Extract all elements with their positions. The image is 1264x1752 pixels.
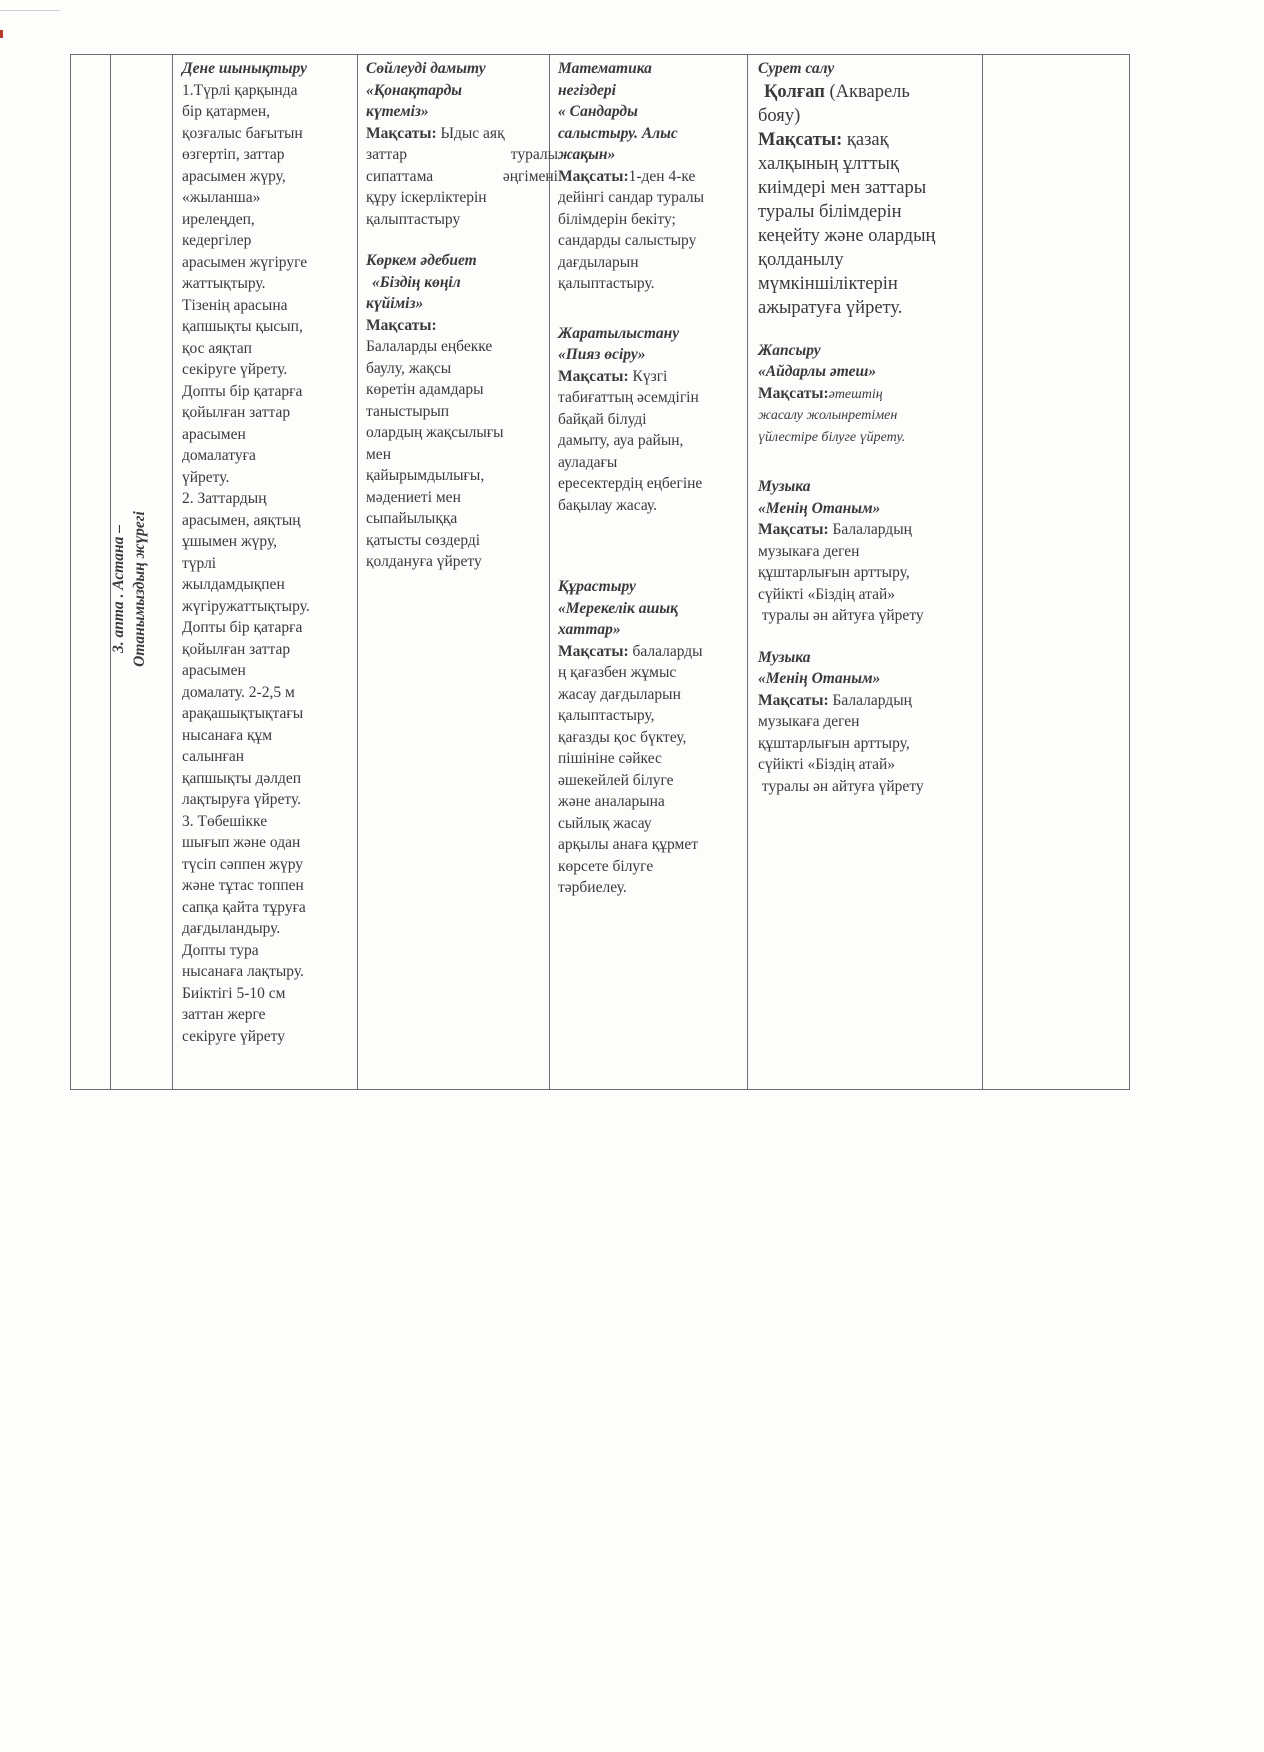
text-line: тәрбиелеу. <box>558 879 627 896</box>
topic-title: күтеміз» <box>366 103 429 120</box>
text-line: арасымен <box>182 425 246 443</box>
lesson-plan-table <box>70 54 1130 1090</box>
text-line: арақашықтықтағы <box>182 705 304 722</box>
text-line: құштарлығын арттыру, <box>758 734 910 752</box>
goal-text: қазақ <box>846 129 889 150</box>
text-line: және аналарына <box>558 793 665 810</box>
text-line: үйрету. <box>182 468 230 486</box>
text-line: мен <box>366 445 391 463</box>
text-line: жылдамдықпен <box>182 576 285 593</box>
art-music-cell <box>758 58 978 797</box>
text-line: қалыптастыру. <box>558 275 655 292</box>
text-line: сыйлық жасау <box>558 814 652 832</box>
goal-label: Мақсаты: <box>758 384 829 402</box>
text-line: сүйікті «Біздің атай» <box>758 756 896 773</box>
text-line: арқылы анаға құрмет <box>558 836 699 853</box>
text-line: қос аяқтап <box>182 339 252 357</box>
goal-line <box>558 641 758 663</box>
text-line: туралы ән айтуға үйрету <box>758 607 924 624</box>
goal-label: Мақсаты: <box>758 691 829 709</box>
topic-title: « Сандарды <box>558 103 638 120</box>
topic-title: «Мерекелік ашық <box>558 599 678 617</box>
text-line: қойылған заттар <box>182 640 291 658</box>
topic-title: күйіміз» <box>366 295 424 312</box>
text-line: сандарды салыстыру <box>558 232 697 249</box>
text-line: үйлестіре білуге үйрету. <box>758 429 906 445</box>
topic-title: «Айдарлы әтеш» <box>758 363 877 380</box>
goal-text: Күзгі <box>632 367 668 385</box>
text-line: және тұтас топпен <box>182 877 304 894</box>
text-line: қойылған заттар <box>182 404 291 421</box>
text-line: ирелеңдеп, <box>182 210 255 228</box>
goal-line <box>758 383 978 406</box>
text-line: өзгертіп, заттар <box>182 146 285 163</box>
subject-title: Сурет салу <box>758 60 835 77</box>
topic-title: «Менің Отаным» <box>758 499 881 517</box>
subject-title: Музыка <box>758 648 811 666</box>
goal-text: балаларды <box>632 642 703 660</box>
text-line: сапқа қайта тұруға <box>182 898 306 916</box>
subject-title: Жаратылыстану <box>558 324 680 342</box>
text-line: сипаттама әңгімені <box>366 167 558 185</box>
text-line: киімдері мен заттары <box>758 177 927 198</box>
topic-note: бояу) <box>758 105 801 126</box>
text-line: құштарлығын арттыру, <box>758 564 910 581</box>
subject-title: Сөйлеуді дамыту <box>366 60 486 77</box>
text-line: шығып және одан <box>182 834 301 851</box>
text-line: құру іскерліктерін <box>366 189 487 206</box>
subject-title: Математика <box>558 60 652 77</box>
text-line: көрсете білуге <box>558 857 654 875</box>
goal-label: Мақсаты: <box>366 124 437 142</box>
text-line: ажыратуға үйрету. <box>758 297 903 318</box>
goal-text: Балалардың <box>832 691 912 709</box>
subject-title: Дене шынықтыру <box>182 60 307 77</box>
text-line: сыпайылыққа <box>366 510 458 527</box>
speech-literature-cell <box>366 58 558 573</box>
text-line: арасымен <box>182 662 246 679</box>
physical-education-cell <box>182 58 342 1047</box>
text-line: қалыптастыру, <box>558 707 655 724</box>
text-line: ересектердің еңбегіне <box>558 475 703 492</box>
text-line: білімдерін бекіту; <box>558 210 676 228</box>
text-line: туралы білімдерін <box>758 201 902 222</box>
subject-title: Құрастыру <box>558 578 636 595</box>
goal-label: Мақсаты: <box>758 521 829 538</box>
text-line: қолданылу <box>758 249 844 270</box>
text-line: арасымен жүгіруге <box>182 253 308 271</box>
text-line: Допты тура <box>182 941 259 959</box>
topic-title: хаттар» <box>558 621 621 638</box>
topic-note: (Акварель <box>824 81 910 102</box>
text-line: мүмкіншіліктерін <box>758 273 898 294</box>
topic-title: «Пияз өсіру» <box>558 346 646 363</box>
goal-line <box>758 128 978 152</box>
goal-line <box>366 123 558 145</box>
goal-text: Балалардың <box>832 521 912 538</box>
text-line: музыкаға деген <box>758 713 860 730</box>
subject-title: негіздері <box>558 81 616 99</box>
text-line: көретін адамдары <box>366 381 484 398</box>
text-line: «жыланша» <box>182 189 261 206</box>
text-line: заттар туралы <box>366 146 558 163</box>
text-line: мәдениеті мен <box>366 488 461 506</box>
text-line: нысанаға лақтыру. <box>182 963 304 980</box>
topic-title: «Менің Отаным» <box>758 670 881 687</box>
text-line: ұшымен жүру, <box>182 533 278 550</box>
text-line: дамыту, ауа райын, <box>558 432 684 449</box>
text-line: музыкаға деген <box>758 542 860 560</box>
text-line: халқының ұлттық <box>758 153 899 174</box>
goal-label: Мақсаты: <box>758 129 843 150</box>
topic-title: салыстыру. Алыс <box>558 124 678 142</box>
text-line: туралы ән айтуға үйрету <box>758 777 924 795</box>
text-line: Балаларды еңбекке <box>366 338 493 355</box>
text-line: сүйікті «Біздің атай» <box>758 585 896 603</box>
topic-title: жақын» <box>558 146 616 163</box>
text-line: байқай білуді <box>558 410 647 428</box>
scan-edge-mark <box>0 30 3 38</box>
text-line: заттан жерге <box>182 1006 266 1023</box>
text-line: ң қағазбен жұмыс <box>558 664 677 681</box>
text-line: қалыптастыру <box>366 210 461 228</box>
goal-text: әтештің <box>828 386 883 402</box>
text-line: таныстырып <box>366 402 450 420</box>
goal-line <box>558 166 758 188</box>
text-line: дағдыландыру. <box>182 920 281 937</box>
goal-line <box>558 366 758 388</box>
text-line: домалатуға <box>182 447 256 464</box>
text-line: қатысты сөздерді <box>366 531 481 549</box>
text-line: Биіктігі 5-10 см <box>182 984 286 1002</box>
scan-edge-line <box>0 10 60 11</box>
goal-label: Мақсаты: <box>558 642 629 660</box>
goal-text: Ыдыс аяқ <box>440 124 505 142</box>
text-line: пішініне сәйкес <box>558 750 662 767</box>
text-line: қапшықты қысып, <box>182 318 303 335</box>
text-line: 3. Төбешікке <box>182 812 268 830</box>
text-line: әшекейлей білуге <box>558 771 674 789</box>
text-line: қайырымдылығы, <box>366 467 485 484</box>
topic-title: «Біздің көңіл <box>372 273 461 291</box>
text-line: жаттықтыру. <box>182 275 266 292</box>
week-label-line2: Отанымыздың жүрегі <box>131 511 148 667</box>
goal-line <box>758 690 978 712</box>
text-line: Допты бір қатарға <box>182 619 303 636</box>
text-line: жасау дағдыларын <box>558 685 681 703</box>
text-line: лақтыруға үйрету. <box>182 791 302 808</box>
text-line: қапшықты дәлдеп <box>182 769 302 787</box>
text-line: 2. Заттардың <box>182 490 267 507</box>
text-line: домалату. 2-2,5 м <box>182 683 295 701</box>
subject-title: Жапсыру <box>758 341 821 359</box>
text-line: Допты бір қатарға <box>182 382 303 400</box>
topic-title: «Қонақтарды <box>366 81 463 99</box>
text-line: дейінгі сандар туралы <box>558 189 705 206</box>
text-line: жасалу жолынретімен <box>758 408 898 423</box>
text-line: кедергілер <box>182 232 252 249</box>
text-line: баулу, жақсы <box>366 359 452 377</box>
text-line: түрлі <box>182 554 217 572</box>
subject-title: Көркем әдебиет <box>366 252 477 269</box>
topic-title: Қолғап <box>764 81 825 102</box>
math-nature-construction-cell <box>558 58 758 899</box>
topic-line <box>758 80 978 104</box>
goal-text: 1-ден 4-ке <box>628 167 696 185</box>
text-line: секіруге үйрету. <box>182 361 288 378</box>
text-line: қағазды қос бүктеу, <box>558 728 687 746</box>
text-line: Тізенің арасына <box>182 296 288 314</box>
text-line: кеңейту және олардың <box>758 225 936 246</box>
subject-title: Музыка <box>758 478 811 495</box>
text-line: жүгіружаттықтыру. <box>182 597 310 615</box>
text-line: салынған <box>182 748 245 765</box>
goal-label: Мақсаты: <box>558 367 629 385</box>
text-line: ауладағы <box>558 453 618 471</box>
text-line: түсіп сәппен жүру <box>182 855 304 873</box>
goal-line <box>758 519 978 541</box>
text-line: дағдыларын <box>558 253 639 271</box>
text-line: 1.Түрлі қарқында <box>182 81 298 99</box>
text-line: бір қатармен, <box>182 103 271 120</box>
text-line: арасымен, аяқтың <box>182 511 301 529</box>
text-line: қолдануға үйрету <box>366 553 482 570</box>
text-line: арасымен жүру, <box>182 167 286 185</box>
text-line: бақылау жасау. <box>558 496 657 514</box>
text-line: секіруге үйрету <box>182 1027 285 1045</box>
week-label-line1: 3. апта . Астана – <box>110 524 127 654</box>
text-line: нысанаға құм <box>182 726 273 744</box>
text-line: табиғаттың әсемдігін <box>558 389 699 406</box>
text-line: олардың жақсылығы <box>366 424 504 441</box>
goal-label: Мақсаты: <box>366 316 437 334</box>
goal-label: Мақсаты: <box>558 167 629 185</box>
text-line: қозғалыс бағытын <box>182 124 303 142</box>
